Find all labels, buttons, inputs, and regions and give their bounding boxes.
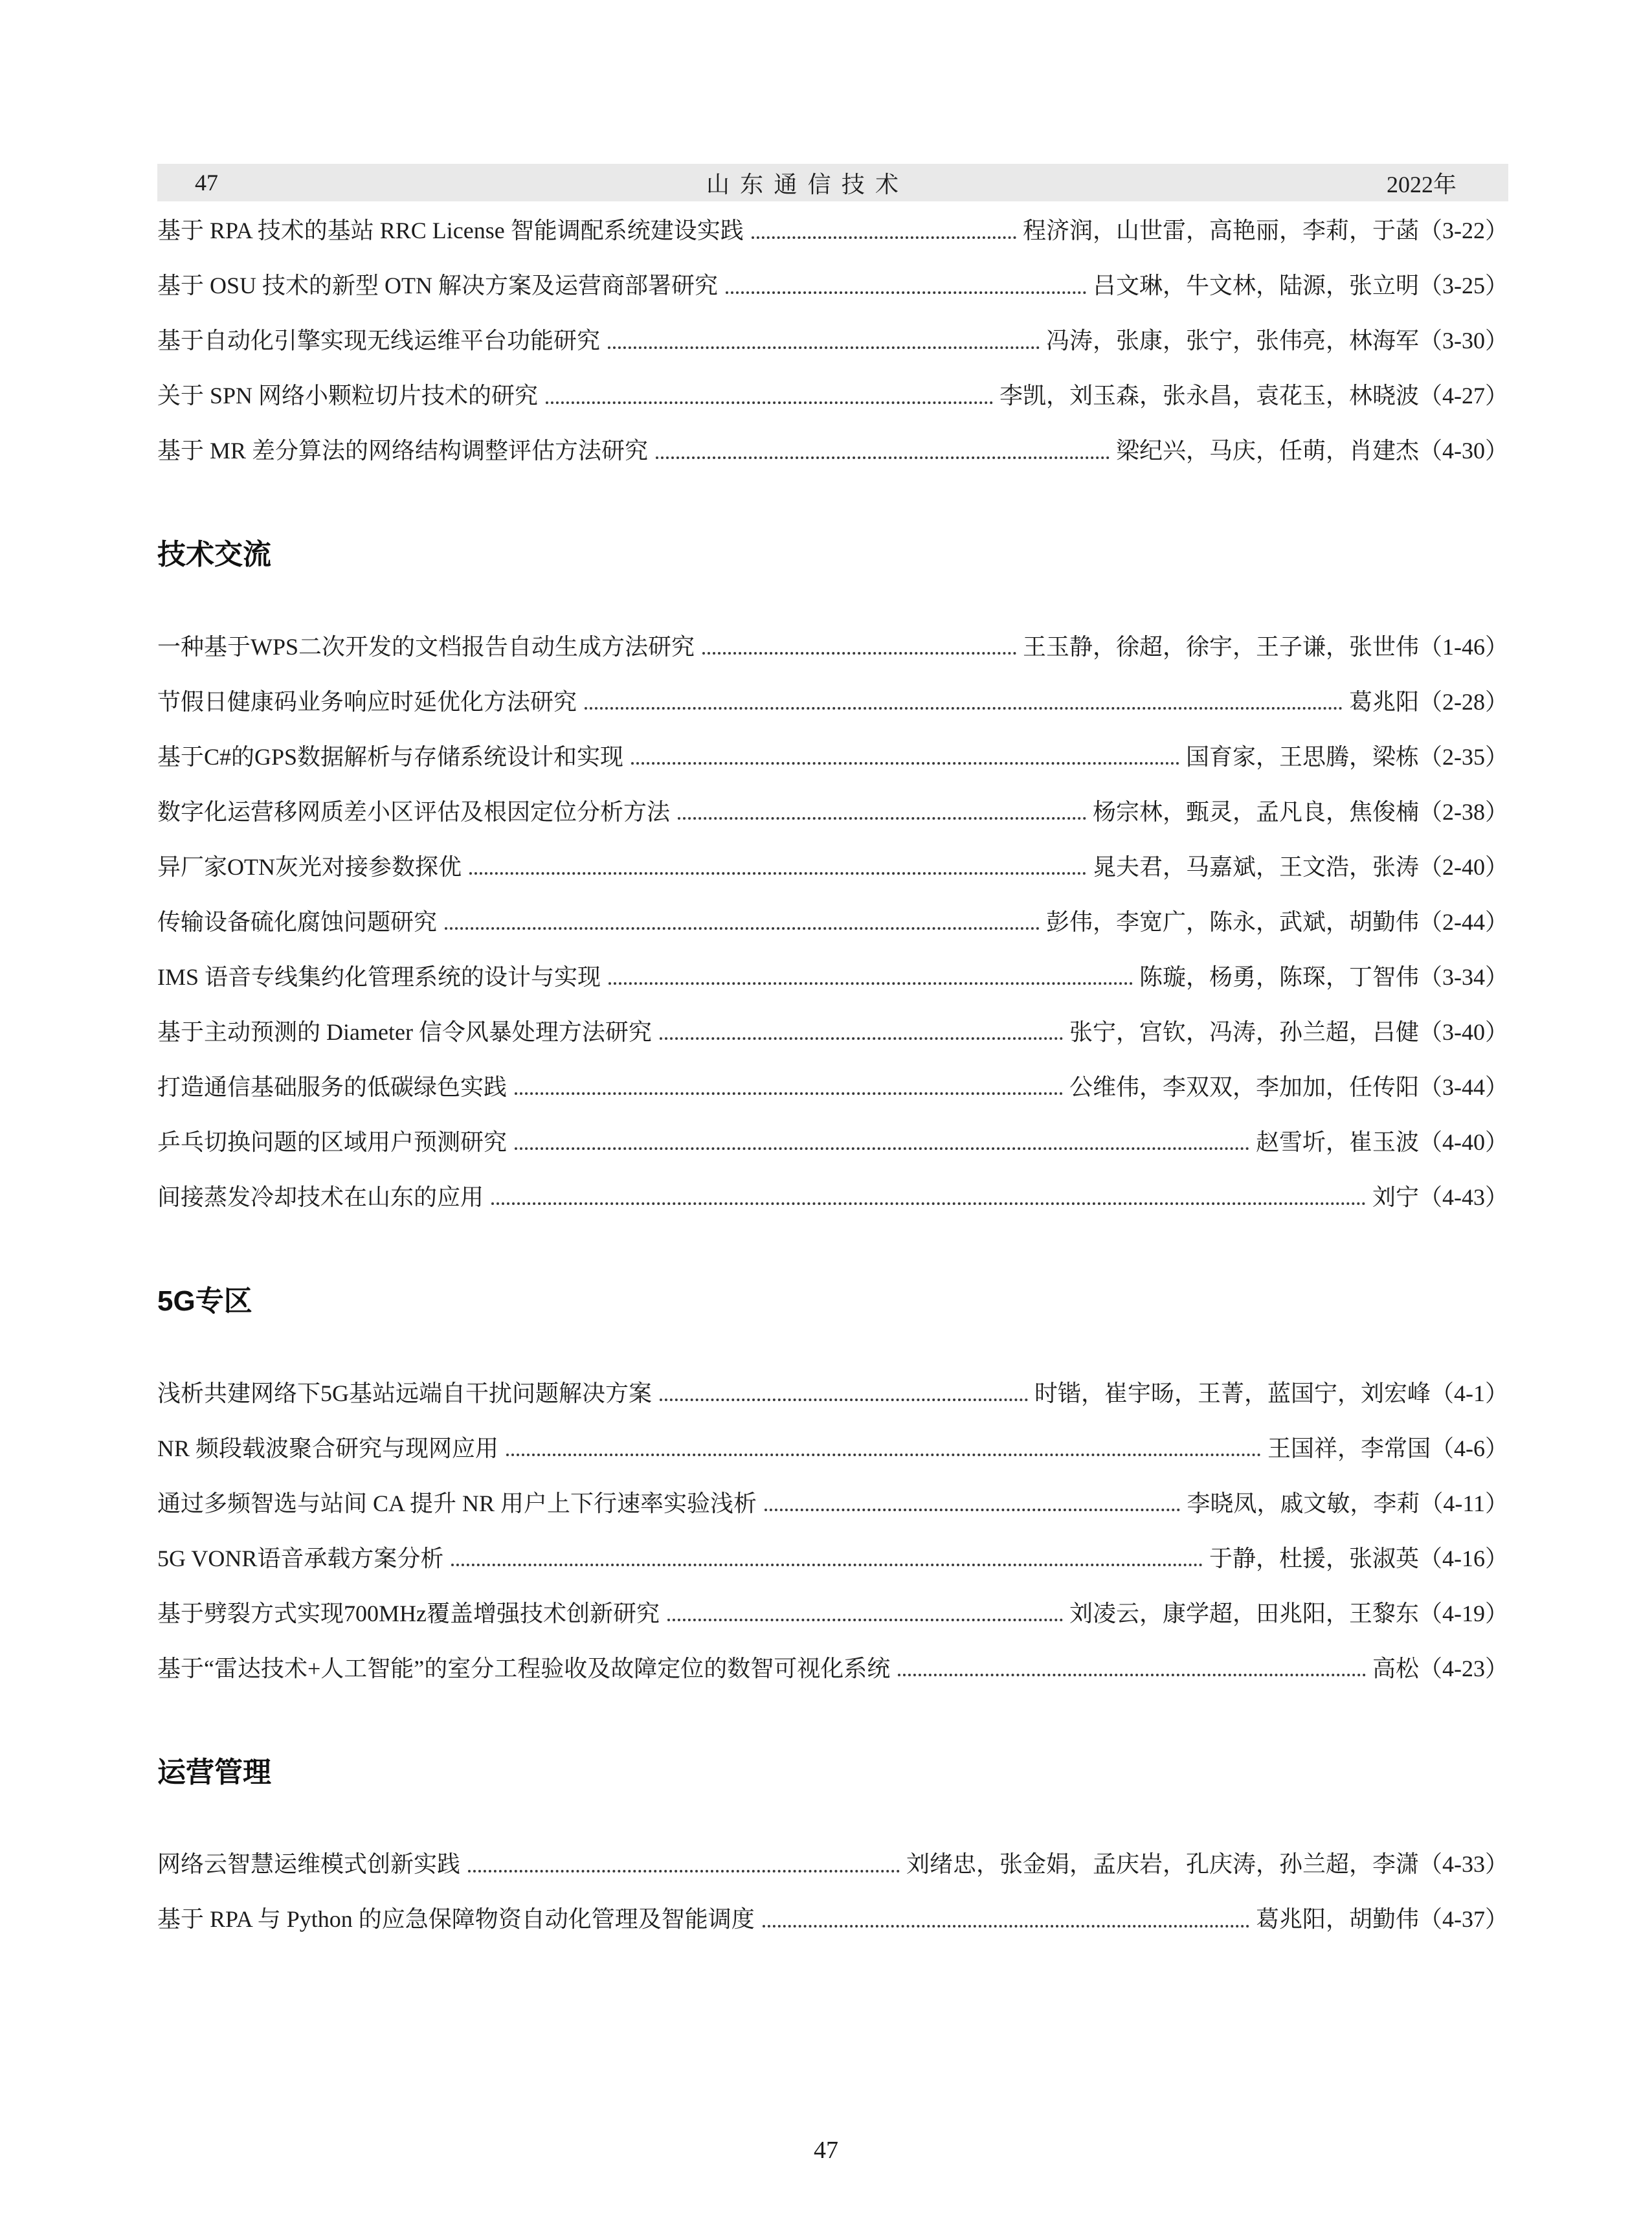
toc-entry <box>157 783 1508 838</box>
dotted-leader <box>451 1564 1203 1566</box>
dotted-leader <box>515 1092 1063 1095</box>
dotted-leader <box>445 927 1040 930</box>
entry-title: NR 频段载波聚合研究与现网应用 <box>157 1435 499 1461</box>
dotted-leader <box>506 1454 1261 1456</box>
entry-authors: 吕文琳，牛文林，陆源，张立明 <box>1092 273 1419 298</box>
entry-page-ref: （1-46） <box>1419 633 1508 660</box>
toc-entry <box>157 1419 1508 1474</box>
entry-title: 异厂家OTN灰光对接参数探优 <box>157 853 462 880</box>
entry-page-ref: （4-40） <box>1419 1129 1508 1155</box>
dotted-leader <box>656 456 1110 459</box>
entry-page-ref: （4-30） <box>1419 438 1508 464</box>
entry-title: 传输设备硫化腐蚀问题研究 <box>157 908 438 935</box>
journal-title: 山东通信技术 <box>706 171 910 197</box>
entry-page-ref: （4-19） <box>1419 1600 1508 1626</box>
entry-title: 基于 RPA 与 Python 的应急保障物资自动化管理及智能调度 <box>157 1906 755 1933</box>
entry-authors: 陈璇，杨勇，陈琛，丁智伟 <box>1139 963 1419 990</box>
entry-title: 间接蒸发冷却技术在山东的应用 <box>157 1184 484 1210</box>
entry-title: 基于自动化引擎实现无线运维平台功能研究 <box>157 328 601 354</box>
entry-authors: 程济润，山世雷，高艳丽，李莉，于菡 <box>1022 218 1419 243</box>
entry-page-ref: （4-33） <box>1419 1851 1508 1878</box>
header-year: 2022年 <box>1386 171 1457 197</box>
dotted-leader <box>898 1674 1366 1676</box>
entry-authors: 赵雪圻，崔玉波 <box>1255 1129 1419 1155</box>
dotted-leader <box>765 1509 1180 1511</box>
page-header <box>157 164 1508 201</box>
toc-entry <box>157 1529 1508 1584</box>
toc-entry <box>157 1584 1508 1639</box>
entry-page-ref: （4-1） <box>1431 1380 1508 1406</box>
entry-title: 一种基于WPS二次开发的文档报告自动生成方法研究 <box>157 633 695 660</box>
entry-authors: 杨宗林，甄灵，孟凡良，焦俊楠 <box>1092 798 1419 825</box>
toc-entry <box>157 366 1508 422</box>
toc-entry <box>157 1113 1508 1168</box>
toc-entry <box>157 1890 1508 1945</box>
dotted-leader <box>726 291 1086 294</box>
dotted-leader <box>468 1870 900 1872</box>
dotted-leader <box>660 1037 1063 1040</box>
entry-title: 基于劈裂方式实现700MHz覆盖增强技术创新研究 <box>157 1600 660 1626</box>
toc-entry <box>157 1168 1508 1223</box>
toc-sections <box>157 201 1508 1945</box>
entry-authors: 刘宁 <box>1372 1184 1419 1210</box>
entry-page-ref: （4-6） <box>1431 1435 1508 1461</box>
entry-title: 数字化运营移网质差小区评估及根因定位分析方法 <box>157 798 671 825</box>
dotted-leader <box>631 762 1179 765</box>
section-heading: 技术交流 <box>157 539 271 570</box>
entry-title: 基于 OSU 技术的新型 OTN 解决方案及运营商部署研究 <box>157 273 719 298</box>
toc-entry <box>157 1058 1508 1113</box>
dotted-leader <box>515 1147 1249 1150</box>
toc-list <box>157 1835 1508 1945</box>
entry-page-ref: （4-43） <box>1419 1184 1508 1210</box>
entry-page-ref: （3-40） <box>1419 1018 1508 1045</box>
entry-page-ref: （2-28） <box>1419 688 1508 715</box>
dotted-leader <box>667 1619 1063 1621</box>
entry-authors: 王玉静，徐超，徐宇，王子谦，张世伟 <box>1022 633 1419 660</box>
entry-title: 5G VONR语音承载方案分析 <box>157 1545 444 1571</box>
entry-page-ref: （3-44） <box>1419 1074 1508 1100</box>
entry-page-ref: （2-38） <box>1419 798 1508 825</box>
entry-authors: 梁纪兴，马庆，任萌，肖建杰 <box>1115 438 1419 464</box>
entry-authors: 张宁，宫钦，冯涛，孙兰超，吕健 <box>1069 1018 1419 1045</box>
entry-title: 节假日健康码业务响应时延优化方法研究 <box>157 688 577 715</box>
entry-authors: 公维伟，李双双，李加加，任传阳 <box>1069 1074 1419 1100</box>
entry-page-ref: （4-11） <box>1420 1490 1508 1516</box>
header-page-number: 47 <box>195 170 218 196</box>
entry-authors: 彭伟，李宽广，陈永，武斌，胡勤伟 <box>1045 908 1419 935</box>
toc-list <box>157 1364 1508 1694</box>
entry-authors: 时锴，崔宇旸，王菁，蓝国宁，刘宏峰 <box>1034 1380 1431 1406</box>
entry-page-ref: （3-25） <box>1419 273 1508 298</box>
toc-entry <box>157 422 1508 477</box>
entry-title: 基于 RPA 技术的基站 RRC License 智能调配系统建设实践 <box>157 218 744 243</box>
entry-page-ref: （2-35） <box>1419 743 1508 770</box>
dotted-leader <box>608 346 1040 349</box>
entry-authors: 于静，杜援，张淑英 <box>1209 1545 1419 1571</box>
toc-entry <box>157 1364 1508 1419</box>
entry-title: 乒乓切换问题的区域用户预测研究 <box>157 1129 508 1155</box>
toc-entry <box>157 948 1508 1003</box>
entry-page-ref: （2-40） <box>1419 853 1508 880</box>
dotted-leader <box>702 652 1016 655</box>
entry-title: 基于“雷达技术+人工智能”的室分工程验收及故障定位的数智可视化系统 <box>157 1655 891 1681</box>
section-heading: 5G专区 <box>157 1285 252 1317</box>
dotted-leader <box>585 707 1343 710</box>
entry-page-ref: （4-23） <box>1419 1655 1508 1681</box>
entry-title: 基于主动预测的 Diameter 信令风暴处理方法研究 <box>157 1018 652 1045</box>
entry-authors: 国育家，王思腾，梁栋 <box>1185 743 1419 770</box>
dotted-leader <box>678 817 1086 820</box>
entry-title: IMS 语音专线集约化管理系统的设计与实现 <box>157 963 601 990</box>
toc-entry <box>157 201 1508 256</box>
entry-authors: 刘凌云，康学超，田兆阳，王黎东 <box>1069 1600 1419 1626</box>
toc-entry <box>157 256 1508 311</box>
entry-page-ref: （4-37） <box>1419 1906 1508 1933</box>
entry-page-ref: （4-16） <box>1419 1545 1508 1571</box>
dotted-leader <box>469 872 1086 875</box>
entry-authors: 李晓凤，戚文敏，李莉 <box>1187 1490 1420 1516</box>
entry-page-ref: （3-22） <box>1419 218 1508 243</box>
toc-entry <box>157 1474 1508 1529</box>
entry-authors: 李凯，刘玉森，张永昌，袁花玉，林晓波 <box>999 383 1419 409</box>
dotted-leader <box>763 1925 1249 1928</box>
entry-authors: 高松 <box>1372 1655 1419 1681</box>
entry-title: 网络云智慧运维模式创新实践 <box>157 1851 461 1878</box>
entry-authors: 王国祥，李常国 <box>1267 1435 1431 1461</box>
entry-authors: 刘绪忠，张金娟，孟庆岩，孔庆涛，孙兰超，李潇 <box>906 1851 1419 1878</box>
dotted-leader <box>546 401 993 404</box>
toc-list <box>157 618 1508 1223</box>
entry-page-ref: （2-44） <box>1419 908 1508 935</box>
dotted-leader <box>491 1202 1366 1205</box>
dotted-leader <box>608 982 1133 985</box>
entry-title: 关于 SPN 网络小颗粒切片技术的研究 <box>157 383 539 409</box>
entry-page-ref: （3-34） <box>1419 963 1508 990</box>
toc-entry <box>157 838 1508 893</box>
toc-entry <box>157 673 1508 728</box>
toc-entry <box>157 728 1508 783</box>
toc-entry <box>157 1003 1508 1058</box>
toc-entry <box>157 1639 1508 1694</box>
entry-title: 打造通信基础服务的低碳绿色实践 <box>157 1074 508 1100</box>
page-footer <box>0 2136 1652 2164</box>
entry-title: 浅析共建网络下5G基站远端自干扰问题解决方案 <box>157 1380 652 1406</box>
toc-entry <box>157 893 1508 948</box>
entry-authors: 冯涛，张康，张宁，张伟亮，林海军 <box>1045 328 1419 354</box>
section-heading: 运营管理 <box>157 1756 271 1788</box>
entry-title: 基于 MR 差分算法的网络结构调整评估方法研究 <box>157 438 649 464</box>
toc-entry <box>157 311 1508 366</box>
toc-entry <box>157 1835 1508 1890</box>
dotted-leader <box>660 1399 1028 1401</box>
entry-authors: 葛兆阳，胡勤伟 <box>1255 1906 1419 1933</box>
toc-list <box>157 201 1508 477</box>
footer-page-number: 47 <box>814 2137 838 2164</box>
entry-title: 基于C#的GPS数据解析与存储系统设计和实现 <box>157 743 624 770</box>
entry-page-ref: （4-27） <box>1419 383 1508 409</box>
entry-authors: 晁夫君，马嘉斌，王文浩，张涛 <box>1092 853 1419 880</box>
entry-title: 通过多频智选与站间 CA 提升 NR 用户上下行速率实验浅析 <box>157 1490 757 1516</box>
entry-page-ref: （3-30） <box>1419 328 1508 354</box>
entry-authors: 葛兆阳 <box>1348 688 1419 715</box>
dotted-leader <box>752 236 1016 239</box>
toc-entry <box>157 618 1508 673</box>
